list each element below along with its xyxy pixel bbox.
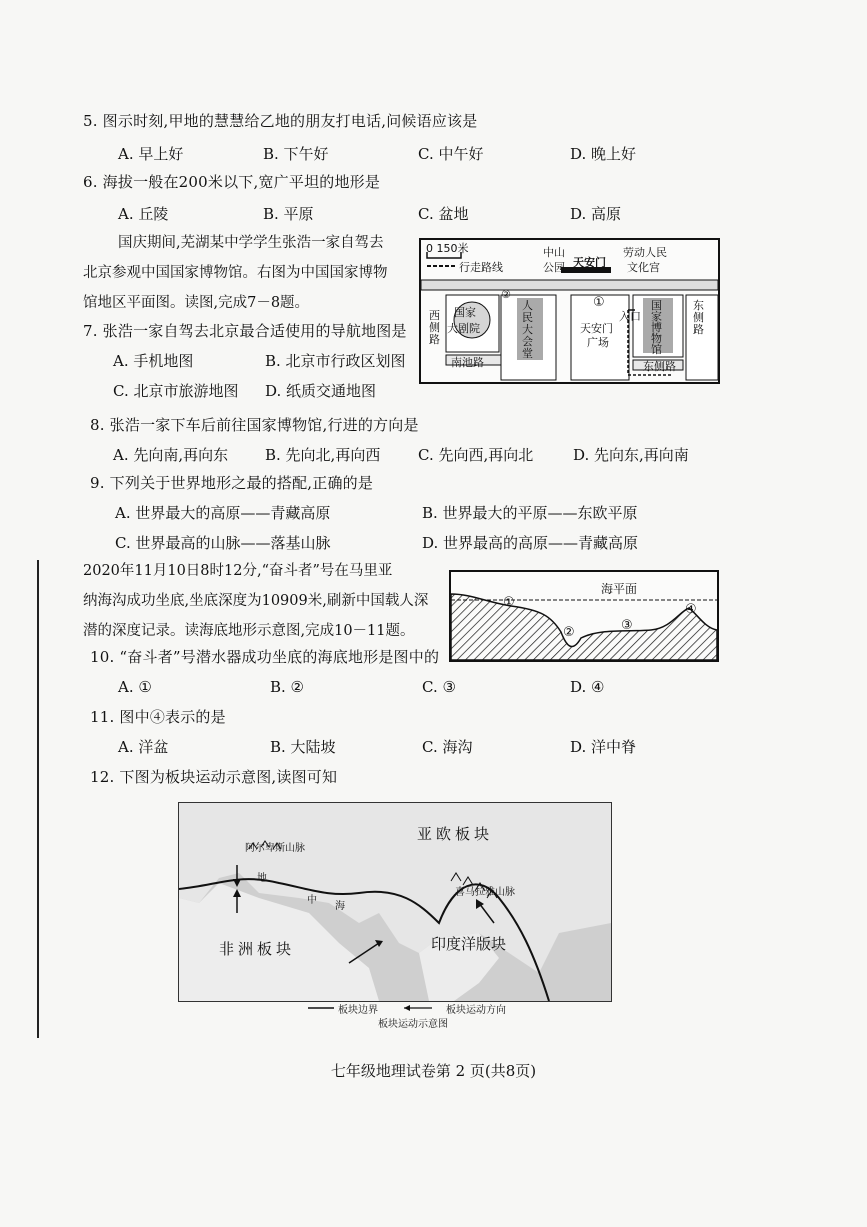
q10-option-a: A. ① bbox=[118, 678, 152, 696]
legend-boundary-label: 板块边界 bbox=[338, 1005, 378, 1016]
gongyuan-label: 公园 bbox=[543, 261, 565, 274]
eurasian-plate-label: 亚欧板块 bbox=[417, 825, 494, 843]
mediterranean-label-3: 海 bbox=[335, 901, 345, 912]
plate-map-graphic bbox=[179, 803, 611, 1001]
west-road-label: 西侧路 bbox=[429, 309, 440, 346]
q5-option-d: D. 晚上好 bbox=[570, 145, 637, 163]
marker-1: ① bbox=[593, 295, 605, 310]
q9-option-b: B. 世界最大的平原——东欧平原 bbox=[422, 504, 638, 522]
q11-option-c: C. 海沟 bbox=[422, 738, 473, 756]
marker-2: ② bbox=[501, 288, 511, 301]
page-footer: 七年级地理试卷第 2 页(共8页) bbox=[330, 1062, 537, 1080]
tiananmen-gate-label: 天安门 bbox=[573, 256, 606, 269]
laodong-label: 劳动人民 bbox=[623, 246, 667, 259]
q10-option-d: D. ④ bbox=[570, 678, 605, 696]
museum-label: 国家博物馆 bbox=[651, 299, 662, 356]
q7-option-d: D. 纸质交通地图 bbox=[265, 382, 377, 400]
zhongshan-label: 中山 bbox=[543, 246, 565, 259]
himalaya-label: 喜马拉雅山脉 bbox=[455, 887, 515, 898]
seafloor-point-2: ② bbox=[563, 625, 575, 640]
square-label-2: 广场 bbox=[587, 336, 609, 349]
dongchi-road-label: 东侧路 bbox=[643, 360, 676, 373]
east-road-label: 东侧路 bbox=[693, 299, 704, 336]
q11-option-a: A. 洋盆 bbox=[118, 738, 169, 756]
q7-option-a: A. 手机地图 bbox=[113, 352, 194, 370]
q10-option-c: C. ③ bbox=[422, 678, 456, 696]
museum-area-map bbox=[419, 238, 720, 384]
q6-option-d: D. 高原 bbox=[570, 205, 622, 223]
q9-stem: 9. 下列关于世界地形之最的搭配,正确的是 bbox=[90, 474, 374, 492]
intro-10-11-line1: 2020年11月10日8时12分,“奋斗者”号在马里亚 bbox=[83, 563, 393, 579]
intro-7-8-line3: 馆地区平面图。读图,完成7－8题。 bbox=[83, 295, 310, 311]
african-plate-label: 非洲板块 bbox=[219, 940, 296, 958]
mediterranean-label-2: 中 bbox=[307, 895, 317, 906]
q10-option-b: B. ② bbox=[270, 678, 305, 696]
q9-option-a: A. 世界最大的高原——青藏高原 bbox=[115, 504, 331, 522]
plate-tectonics-map bbox=[178, 802, 612, 1002]
intro-7-8-line2: 北京参观中国国家博物馆。右图为中国国家博物 bbox=[83, 265, 388, 281]
q9-option-c: C. 世界最高的山脉——落基山脉 bbox=[115, 534, 331, 552]
q11-option-b: B. 大陆坡 bbox=[270, 738, 336, 756]
q11-stem: 11. 图中④表示的是 bbox=[90, 708, 226, 726]
q8-option-a: A. 先向南,再向东 bbox=[113, 446, 229, 464]
seafloor-point-4: ④ bbox=[685, 602, 697, 617]
q5-option-b: B. 下午好 bbox=[263, 145, 329, 163]
intro-10-11-line3: 潜的深度记录。读海底地形示意图,完成10－11题。 bbox=[83, 623, 415, 639]
q12-stem: 12. 下图为板块运动示意图,读图可知 bbox=[90, 768, 338, 786]
margin-line bbox=[37, 560, 39, 1038]
q6-stem: 6. 海拔一般在200米以下,宽广平坦的地形是 bbox=[83, 173, 381, 191]
q5-option-c: C. 中午好 bbox=[418, 145, 484, 163]
wenhuagong-label: 文化宫 bbox=[627, 261, 660, 274]
q6-option-a: A. 丘陵 bbox=[118, 205, 169, 223]
q8-option-d: D. 先向东,再向南 bbox=[573, 446, 689, 464]
plate-map-caption: 板块运动示意图 bbox=[378, 1019, 448, 1030]
q8-option-c: C. 先向西,再向北 bbox=[418, 446, 534, 464]
q6-option-b: B. 平原 bbox=[263, 205, 314, 223]
q10-stem: 10. “奋斗者”号潜水器成功坐底的海底地形是图中的 bbox=[90, 648, 440, 666]
q7-option-c: C. 北京市旅游地图 bbox=[113, 382, 239, 400]
nanchi-road-label: 南池路 bbox=[451, 356, 484, 369]
dajuyuan-label: 大剧院 bbox=[447, 322, 480, 335]
q9-option-d: D. 世界最高的高原——青藏高原 bbox=[422, 534, 639, 552]
q8-option-b: B. 先向北,再向西 bbox=[265, 446, 381, 464]
mediterranean-label-1: 地 bbox=[257, 873, 267, 884]
renmin-hall-label: 人民大会堂 bbox=[522, 299, 533, 360]
q5-stem: 5. 图示时刻,甲地的慧慧给乙地的朋友打电话,问候语应该是 bbox=[83, 112, 478, 130]
q8-stem: 8. 张浩一家下车后前往国家博物馆,行进的方向是 bbox=[90, 416, 419, 434]
intro-10-11-line2: 纳海沟成功坐底,坐底深度为10909米,刷新中国载人深 bbox=[83, 593, 429, 609]
seafloor-point-3: ③ bbox=[621, 618, 633, 633]
q7-option-b: B. 北京市行政区划图 bbox=[265, 352, 406, 370]
q6-option-c: C. 盆地 bbox=[418, 205, 469, 223]
map-scale-label: 0 150米 bbox=[426, 242, 469, 255]
q5-option-a: A. 早上好 bbox=[118, 145, 184, 163]
seafloor-point-1: ① bbox=[503, 595, 515, 610]
q11-option-d: D. 洋中脊 bbox=[570, 738, 637, 756]
alps-label: 阿尔卑斯山脉 bbox=[245, 843, 305, 854]
seafloor-diagram bbox=[449, 570, 719, 662]
guojia-label: 国家 bbox=[454, 306, 476, 319]
intro-7-8-line1: 国庆期间,芜湖某中学学生张浩一家自驾去 bbox=[118, 235, 384, 251]
square-label-1: 天安门 bbox=[580, 322, 613, 335]
seafloor-profile bbox=[451, 572, 717, 660]
q7-stem: 7. 张浩一家自驾去北京最合适使用的导航地图是 bbox=[83, 322, 407, 340]
entrance-label: 入口 bbox=[619, 310, 641, 323]
indian-plate-label: 印度洋版块 bbox=[431, 935, 507, 953]
legend-direction-label: 板块运动方向 bbox=[446, 1005, 506, 1016]
map-route-label: 行走路线 bbox=[459, 261, 503, 274]
sea-level-label: 海平面 bbox=[601, 582, 638, 596]
